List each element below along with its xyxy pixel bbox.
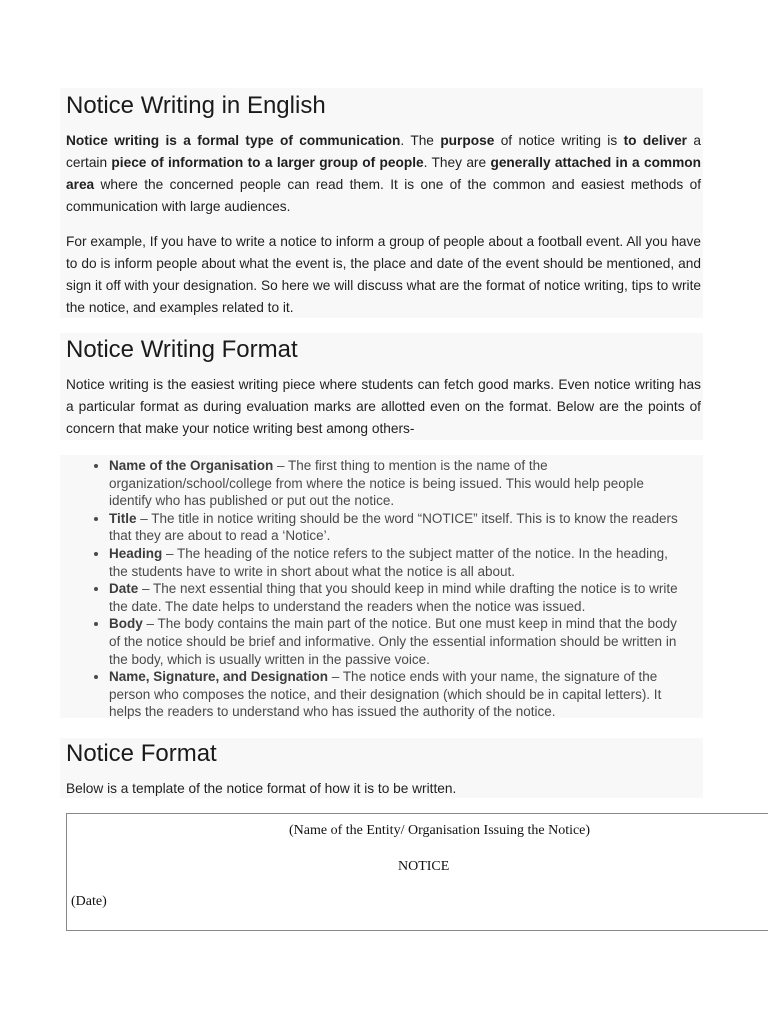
format-point-item	[109, 580, 689, 615]
format-intro-paragraph: Notice writing is the easiest writing piece where students can fetch good marks. Even notice writing has a particular format as during evaluation marks are allotted even on the format. Below are the points of concern that make your notice writing best among others-	[66, 377, 701, 436]
bold-text-run: piece of information to a larger group of people	[111, 155, 424, 170]
heading-notice-writing-format: Notice Writing Format	[66, 336, 298, 363]
format-point-item	[109, 668, 689, 721]
section-notice-format	[60, 738, 703, 798]
format-points-list	[60, 457, 703, 721]
format-point-item	[109, 510, 689, 545]
bold-text-run: generally attached in a common area	[66, 155, 701, 192]
format-point-term: Name of the Organisation	[109, 458, 274, 473]
format-point-term: Date	[109, 581, 139, 597]
format-points-list-container	[60, 455, 703, 718]
format-point-term: Body	[109, 616, 143, 632]
format-point-term: Title	[109, 510, 137, 526]
notice-template-box	[66, 813, 768, 931]
text-run: . They are	[423, 155, 491, 170]
heading-notice-writing-in-english: Notice Writing in English	[66, 92, 326, 119]
format-point-description: – The title in notice writing should be the word “NOTICE” itself. This is to know the readers that they are about to read a ‘Notice’.	[109, 510, 678, 544]
bold-text-run: Notice writing is a formal type of communication	[66, 133, 401, 148]
format-point-item	[109, 457, 689, 510]
format-point-description: – The body contains the main part of the notice. But one must keep in mind that the body of the notice should be brief and informative. Only the essential information should be written in the body, which is usually written in the passive voice.	[109, 616, 677, 667]
intro-paragraph	[60, 130, 703, 218]
format-point-term: Name, Signature, and Designation	[109, 669, 329, 685]
template-date-line: (Date)	[71, 894, 107, 909]
format-point-description: – The heading of the notice refers to the subject matter of the notice. In the heading, the students have to write in short about what the notice is all about.	[109, 545, 668, 579]
example-paragraph: For example, If you have to write a notice to inform a group of people about a football event. All you have to do is inform people about what the event is, the place and date of the event should be mentioned, and sign it off with your designation. So here we will discuss what are the format of notice writing, tips to write the notice, and examples related to it.	[66, 234, 701, 315]
format-point-item	[109, 545, 689, 580]
format-point-item	[109, 615, 689, 668]
bold-text-run: purpose	[440, 133, 495, 148]
format-point-term: Heading	[109, 545, 163, 561]
template-notice-title: NOTICE	[398, 859, 450, 874]
format-point-description: – The next essential thing that you should keep in mind while drafting the notice is to write the date. The date helps to understand the readers when the notice was issued.	[109, 581, 678, 614]
heading-notice-format: Notice Format	[66, 740, 217, 767]
text-run: where the concerned people can read them. It is one of the common and easiest methods of communication with large audiences.	[66, 177, 701, 214]
bold-text-run: to deliver	[623, 133, 688, 148]
text-run: a certain	[66, 133, 702, 170]
text-run: . The	[400, 133, 441, 148]
section-notice-writing-format	[60, 333, 703, 440]
text-run: of notice writing is	[494, 133, 624, 148]
notice-format-paragraph: Below is a template of the notice format of how it is to be written.	[66, 781, 457, 796]
format-point-description: – The notice ends with your name, the signature of the person who composes the notice, and their designation (which should be in capital letters). It helps the readers to understand who has issued the authority of the notice.	[109, 669, 662, 720]
section-notice-writing-in-english	[60, 88, 703, 318]
template-entity-line: (Name of the Entity/ Organisation Issuing the Notice)	[289, 823, 591, 838]
format-point-description: – The first thing to mention is the name of the organization/school/college from where the notice is being issued. This would help people identify who has published or put out the notice.	[109, 458, 644, 509]
